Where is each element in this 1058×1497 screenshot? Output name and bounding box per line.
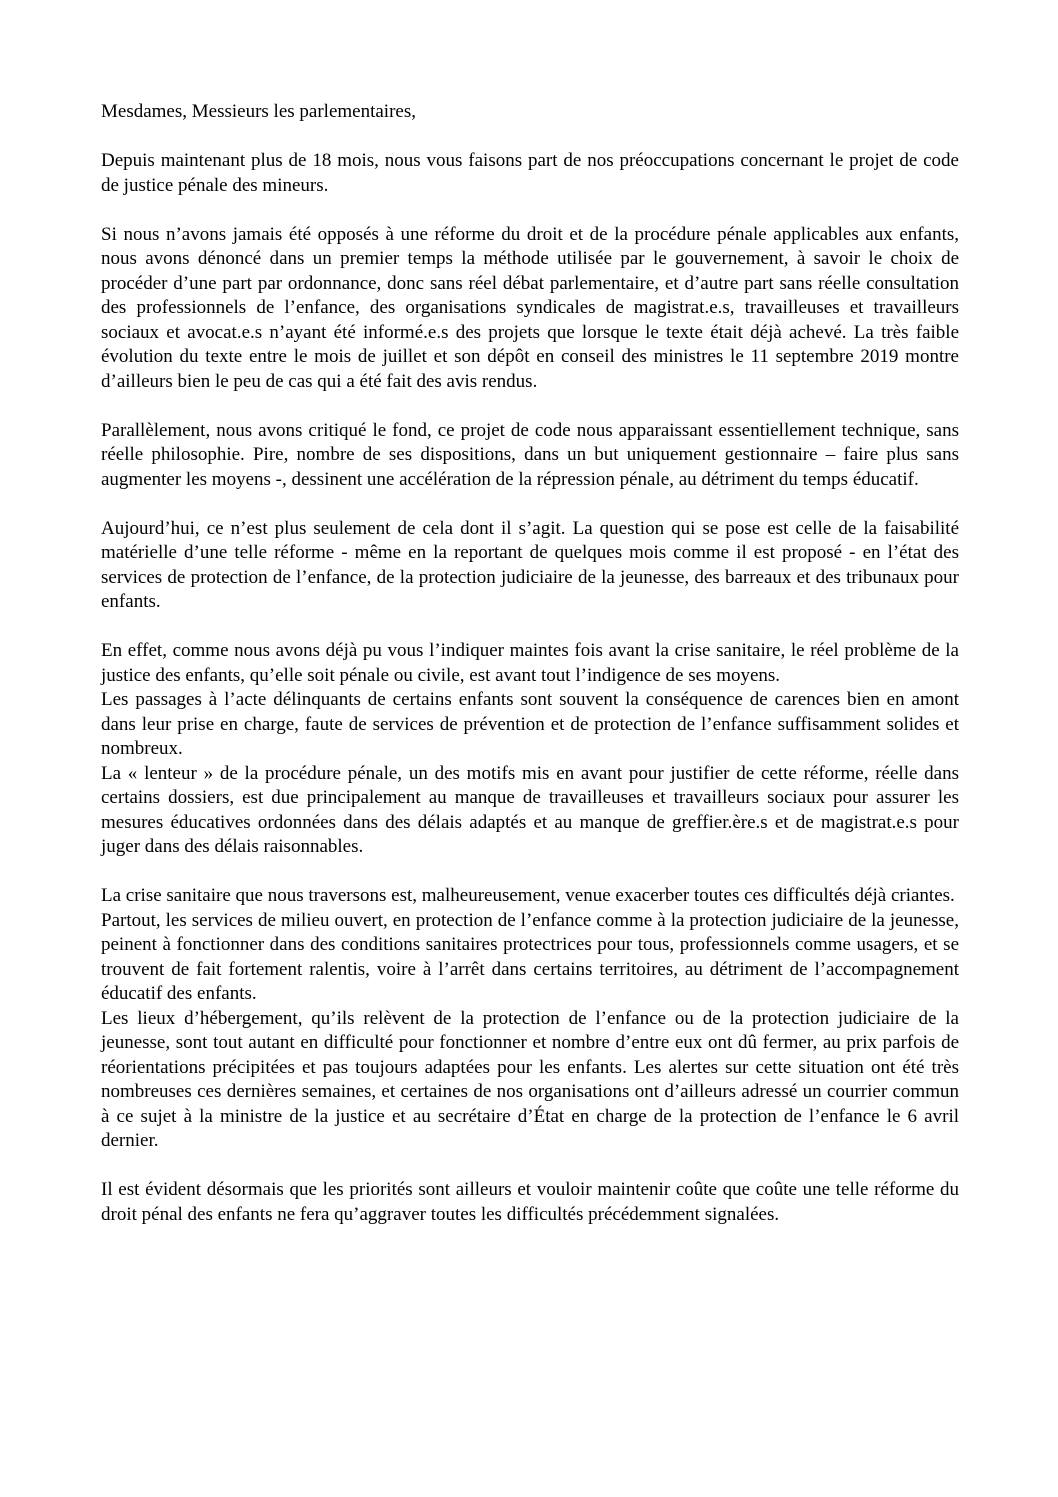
paragraph-method-criticism: Si nous n’avons jamais été opposés à une réforme du droit et de la procédure pénale applicables aux enfants, nous avons dénoncé dans un premier temps la méthode utilisée par le gouvernement, à savoir le choix de procéder d’une part par ordonnance, donc sans réel débat parlementaire, et d’autre part sans réelle consultation des professionnels de l’enfance, des organisations syndicales de magistrat.e.s, travailleuses et travailleurs sociaux et avocat.e.s n’ayant été informé.e.s des projets que lorsque le texte était déjà achevé. La très faible évolution du texte entre le mois de juillet et son dépôt en conseil des ministres le 11 septembre 2019 montre d’ailleurs bien le peu de cas qui a été fait des avis rendus.	[101, 223, 959, 392]
paragraph-lack-of-means: En effet, comme nous avons déjà pu vous l’indiquer maintes fois avant la crise sanitaire, le réel problème de la justice des enfants, qu’elle soit pénale ou civile, est avant tout l’indigence de ses moyens.	[101, 640, 959, 686]
paragraph-prevention-shortfall: Les passages à l’acte délinquants de certains enfants sont souvent la conséquence de carences bien en amont dans leur prise en charge, faute de services de prévention et de protection de l’enfance suffisamment solides et nombreux.	[101, 689, 959, 759]
paragraph-accommodation: Les lieux d’hébergement, qu’ils relèvent de la protection de l’enfance ou de la protection judiciaire de la jeunesse, sont tout autant en difficulté pour fonctionner et nombre d’entre eux ont dû fermer, au prix parfois de réorientations précipitées et pas toujours adaptées pour les enfants. Les alertes sur cette situation ont été très nombreuses ces dernières semaines, et certaines de nos organisations ont d’ailleurs adressé un courrier commun à ce sujet à la ministre de la justice et au secrétaire d’État en charge de la protection de l’enfance le 6 avril dernier.	[101, 1007, 959, 1151]
paragraph-conclusion: Il est évident désormais que les priorités sont ailleurs et vouloir maintenir coûte que coûte une telle réforme du droit pénal des enfants ne fera qu’aggraver toutes les difficultés précédemment signalées.	[101, 1179, 959, 1225]
paragraph-health-crisis: La crise sanitaire que nous traversons est, malheureusement, venue exacerber toutes ces difficultés déjà criantes.	[101, 885, 955, 906]
paragraph-feasibility: Aujourd’hui, ce n’est plus seulement de cela dont il s’agit. La question qui se pose est celle de la faisabilité matérielle d’une telle réforme - même en la reportant de quelques mois comme il est proposé - en l’état des services de protection de l’enfance, de la protection judiciaire de la jeunesse, des barreaux et des tribunaux pour enfants.	[101, 517, 959, 612]
paragraph-introduction: Depuis maintenant plus de 18 mois, nous vous faisons part de nos préoccupations concernant le projet de code de justice pénale des mineurs.	[101, 150, 959, 196]
paragraph-substance-criticism: Parallèlement, nous avons critiqué le fond, ce projet de code nous apparaissant essentiellement technique, sans réelle philosophie. Pire, nombre de ses dispositions, dans un but uniquement gestionnaire – faire plus sans augmenter les moyens -, dessinent une accélération de la répression pénale, au détriment du temps éducatif.	[101, 419, 959, 490]
paragraph-open-services: Partout, les services de milieu ouvert, en protection de l’enfance comme à la protection judiciaire de la jeunesse, peinent à fonctionner dans des conditions sanitaires protectrices pour tous, professionnels comme usagers, et se trouvent de fait fortement ralentis, voire à l’arrêt dans certains territoires, au détriment de l’accompagnement éducatif des enfants.	[101, 909, 959, 1004]
letter-salutation: Mesdames, Messieurs les parlementaires,	[101, 101, 416, 122]
paragraph-procedure-slowness: La « lenteur » de la procédure pénale, un des motifs mis en avant pour justifier de cette réforme, réelle dans certains dossiers, est due principalement au manque de travailleuses et travailleurs sociaux pour assurer les mesures éducatives ordonnées dans des délais adaptés et au manque de greffier.ère.s et de magistrat.e.s pour juger dans des délais raisonnables.	[101, 762, 959, 857]
